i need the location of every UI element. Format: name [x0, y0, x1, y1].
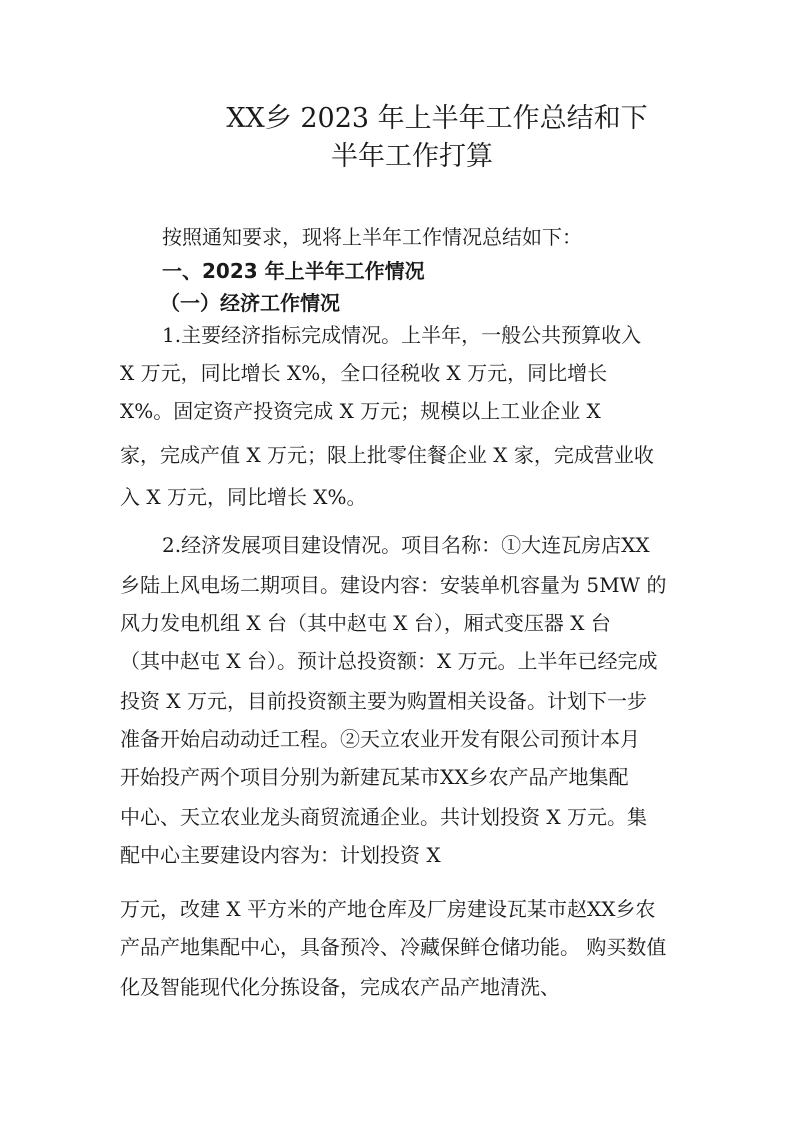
para2-line: 中心、天立农业龙头商贸流通企业。共计划投资 X 万元。集: [120, 805, 647, 829]
title-line-1: XX乡 2023 年上半年工作总结和下: [226, 103, 648, 134]
subsection-heading: （一）经济工作情况: [160, 291, 340, 315]
intro-paragraph: 按照通知要求，现将上半年工作情况总结如下：: [162, 225, 582, 249]
para2-line: 乡陆上风电场二期项目。建设内容：安装单机容量为 5MW 的: [120, 573, 667, 597]
para3-line: 化及智能现代化分拣设备，完成农产品产地清洗、: [120, 975, 560, 999]
para1-line: X 万元，同比增长 X%，全口径税收 X 万元，同比增长: [120, 361, 608, 385]
para3-line: 万元，改建 X 平方米的产地仓库及厂房建设瓦某市赵XX乡农: [120, 897, 656, 921]
para2-line: 配中心主要建设内容为：计划投资 X: [120, 843, 441, 867]
para1-line: 入 X 万元，同比增长 X%。: [120, 485, 367, 509]
para1-line: X%。固定资产投资完成 X 万元；规模以上工业企业 X: [120, 399, 601, 423]
para2-line: （其中赵屯 X 台）。预计总投资额：X 万元。上半年已经完成: [120, 649, 658, 673]
para2-line: 准备开始启动动迁工程。②天立农业开发有限公司预计本月: [120, 727, 640, 751]
para2-line: 开始投产两个项目分别为新建瓦某市XX乡农产品产地集配: [120, 765, 629, 789]
para2-line: 2.经济发展项目建设情况。项目名称：①大连瓦房店XX: [162, 533, 650, 557]
para1-line: 家，完成产值 X 万元；限上批零住餐企业 X 家，完成营业收: [120, 443, 654, 467]
para2-line: 风力发电机组 X 台（其中赵屯 X 台），厢式变压器 X 台: [120, 611, 611, 635]
title-line-2: 半年工作打算: [331, 141, 493, 172]
para2-line: 投资 X 万元，目前投资额主要为购置相关设备。计划下一步: [120, 689, 647, 713]
section-heading: 一、2023 年上半年工作情况: [162, 259, 425, 283]
para3-line: 产品产地集配中心，具备预冷、冷藏保鲜仓储功能。 购买数值: [120, 935, 667, 959]
document-title: [0, 100, 794, 176]
para1-line: 1.主要经济指标完成情况。上半年，一般公共预算收入: [162, 323, 642, 347]
